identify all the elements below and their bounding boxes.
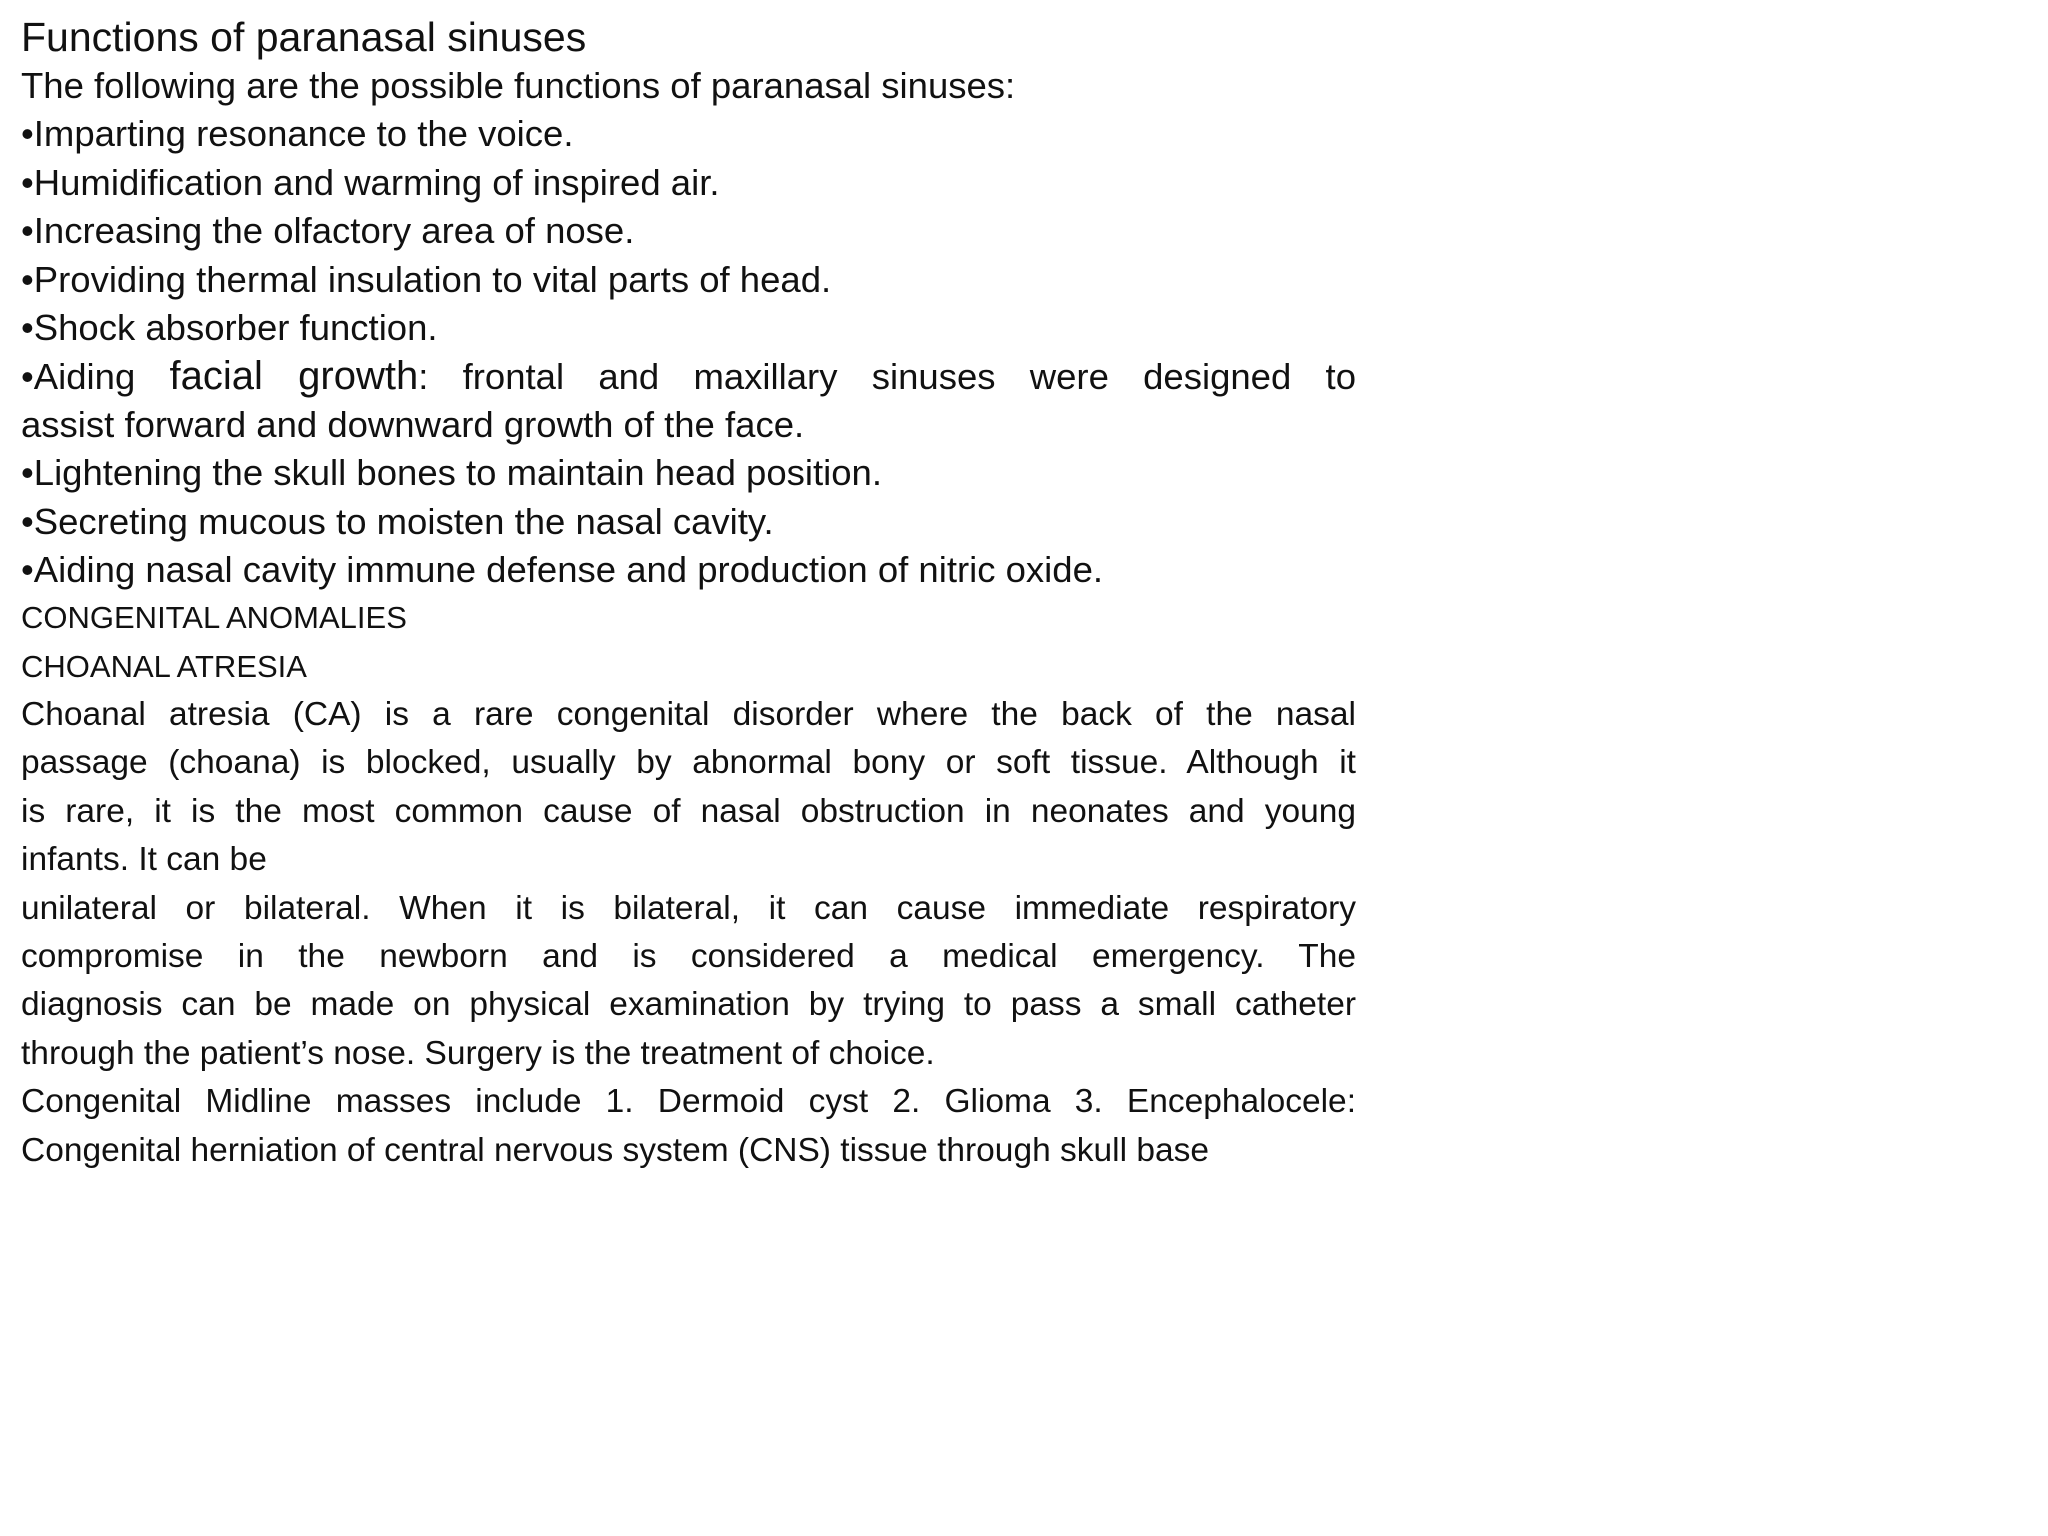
paragraph-line: infants. It can be (21, 841, 267, 879)
paragraph-line: unilateral or bilateral. When it is bilateral, it can cause immediate respiratory (21, 889, 1356, 927)
function-item: •Shock absorber function. (21, 306, 438, 348)
midline-masses-line: Congenital herniation of central nervous system (CNS) tissue through skull base (21, 1131, 1209, 1169)
function-item: •Imparting resonance to the voice. (21, 113, 574, 155)
section-heading: CONGENITAL ANOMALIES (21, 600, 407, 636)
document-page (21, 12, 1356, 1175)
paragraph-line: compromise in the newborn and is considered a medical emergency. The (21, 938, 1356, 976)
function-item: •Increasing the olfactory area of nose. (21, 210, 635, 252)
facial-growth-suffix: : frontal and maxillary sinuses were designed to (418, 356, 1356, 398)
facial-growth-emphasis: facial growth (169, 354, 419, 399)
paragraph-line: diagnosis can be made on physical examination by trying to pass a small catheter (21, 986, 1356, 1024)
document-title: Functions of paranasal sinuses (21, 14, 587, 60)
midline-masses-line: Congenital Midline masses include 1. Dermoid cyst 2. Glioma 3. Encephalocele: (21, 1083, 1356, 1121)
function-item: •Lightening the skull bones to maintain head position. (21, 452, 882, 494)
facial-growth-prefix: •Aiding (21, 356, 170, 398)
function-item: •Humidification and warming of inspired air. (21, 161, 720, 203)
facial-growth-continuation: assist forward and downward growth of the face. (21, 403, 805, 445)
paragraph-line: through the patient’s nose. Surgery is the treatment of choice. (21, 1034, 935, 1072)
subsection-heading: CHOANAL ATRESIA (21, 648, 307, 684)
intro-text: The following are the possible functions of paranasal sinuses: (21, 65, 1016, 106)
function-item: •Secreting mucous to moisten the nasal cavity. (21, 500, 774, 542)
function-item: •Providing thermal insulation to vital parts of head. (21, 258, 832, 300)
function-item: •Aiding nasal cavity immune defense and production of nitric oxide. (21, 548, 1104, 590)
paragraph-line: passage (choana) is blocked, usually by abnormal bony or soft tissue. Although it (21, 744, 1356, 782)
paragraph-line: Choanal atresia (CA) is a rare congenital disorder where the back of the nasal (21, 696, 1356, 734)
paragraph-line: is rare, it is the most common cause of nasal obstruction in neonates and young (21, 792, 1356, 830)
function-item-facial-growth (21, 352, 1356, 400)
